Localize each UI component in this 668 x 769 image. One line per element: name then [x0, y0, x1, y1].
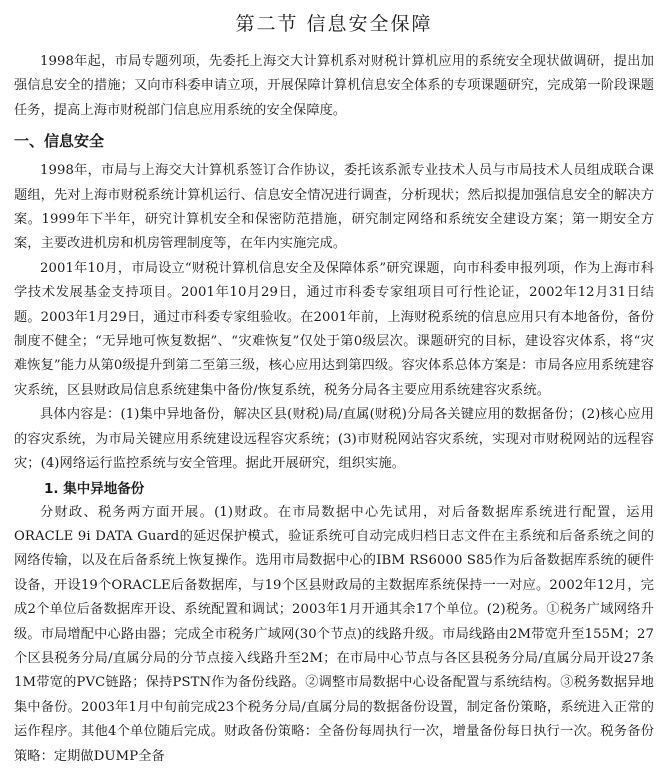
paragraph-1998: 1998年，市局与上海交大计算机系签订合作协议，委托该系派专业技术人员与市局技术人员组成联合课题组，先对上海市财税系统计算机运行、信息安全情况进行调查，分析现状；然后拟提加强信息安全的解决方案。1999年下半年，研究计算机安全和保密防范措施，研究制定网络和系统安全建设方案；第一期安全方案，主要改进机房和机房管理制度等，在年内实施完成。 [14, 163, 654, 252]
paragraph-backup: 分财政、税务两方面开展。(1)财政。在市局数据中心先试用，对后备数据库系统进行配置，运用ORACLE 9i DATA Guard的延迟保护模式，验证系统可自动完成归档日志文件在主系统和后备系统之间的网络传输，以及在后备系统上恢复操作。选用市局数据中心的IBM RS6000 S85作为后备数据库系统的硬件设备，开设19个ORACLE后备数据库，与19个区县财政局的主数据库系统保持一一对应。2002年12月，完成2个单位后备数据库开设、系统配置和调试；2003年1月开通其余17个单位。(2)税务。①税务广域网络升级。市局增配中心路由器；完成全市税务广域网(30个节点)的线路升级。市局线路由2M带宽升至155M；27个区县税务分局/直属分局的分节点接入线路升至2M；在市局中心节点与各区县税务分局/直属分局开设27条1M带宽的PVC链路；保持PSTN作为备份线路。②调整市局数据中心设备配置与系统结构。③税务数据异地集中备份。2003年1月中旬前完成23个税务分局/直属分局的数据备份设置，制定备份策略，系统进入正常的运作程序。其他4个单位随后完成。财政备份策略：全备份每周执行一次，增量备份每日执行一次。税务备份策略：定期做DUMP全备 [14, 504, 654, 764]
heading-information-security: 一、信息安全 [14, 132, 105, 151]
paragraph-2001: 2001年10月，市局设立“财税计算机信息安全及保障体系”研究课题，向市科委申报列项，作为上海市科学技术发展基金支持项目。2001年10月29日，通过市科委专家组项目可行性论证，2002年12月31日结题。2003年1月29日，通过市科委专家组验收。在2001年前，上海财税系统的信息应用只有本地备份，备份制度不健全；“无异地可恢复数据”、“灾难恢复”仅处于第0级层次。课题研究的目标，建设容灾体系，将“灾难恢复”能力从第0级提升到第二至第三级，核心应用达到第四级。容灾体系总体方案是：市局各应用系统建容灾系统，区县财政局信息系统建集中备份/恢复系统，税务分局各主要应用系统建容灾系统。 [14, 260, 654, 398]
paragraph-content: 具体内容是：(1)集中异地备份，解决区县(财税)局/直属(财税)分局各关键应用的数据备份；(2)核心应用的容灾系统，为市局关键应用系统建设远程容灾系统；(3)市财税网站容灾系统，实现对市财税网站的远程容灾；(4)网络运行监控系统与安全管理。据此开展研究，组织实施。 [14, 407, 654, 472]
intro-paragraph: 1998年起，市局专题列项，先委托上海交大计算机系对财税计算机应用的系统安全现状做调研，提出加强信息安全的措施；又向市科委申请立项，开展保障计算机信息安全体系的专项课题研究，完成第一阶段课题任务，提高上海市财税部门信息应用系统的安全保障度。 [14, 54, 654, 118]
section-title: 第二节 信息安全保障 [235, 13, 433, 35]
heading-backup: 1. 集中异地备份 [44, 480, 145, 497]
